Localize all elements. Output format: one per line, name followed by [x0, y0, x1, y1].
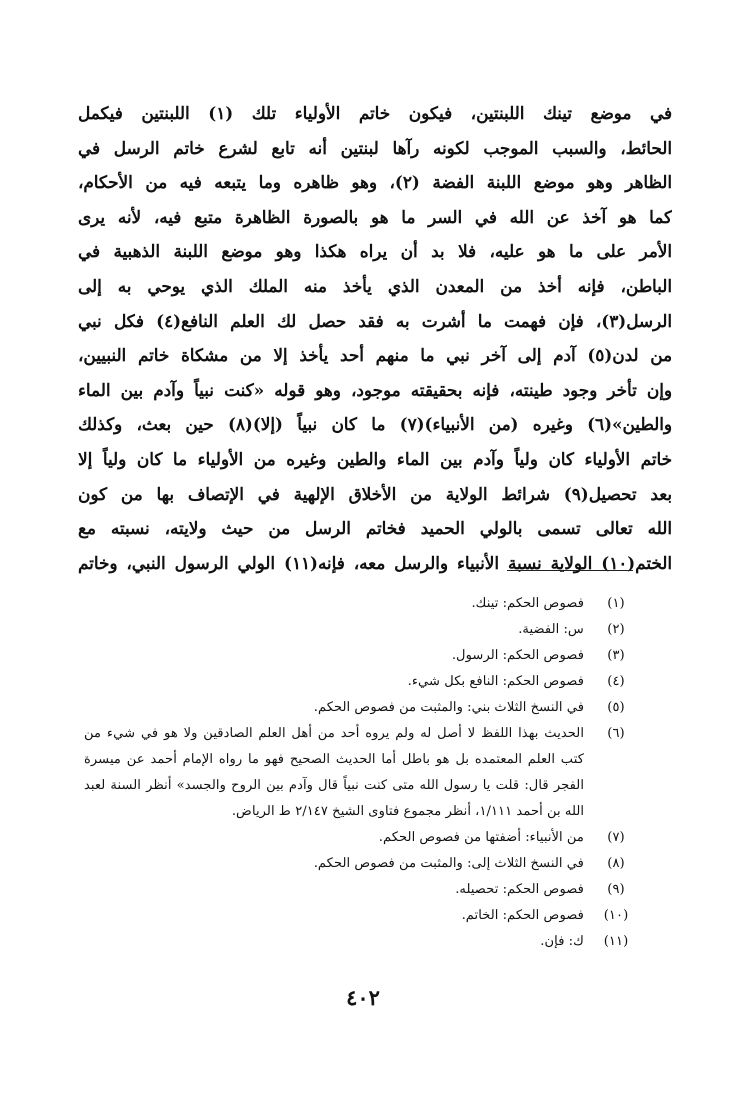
footnote-text: فصوص الحكم: تحصيله. [455, 882, 584, 897]
footnote-number: (٤) [607, 674, 625, 689]
footnote [84, 929, 636, 955]
footnote-text: من الأنبياء: أضفتها من فصوص الحكم. [378, 830, 584, 845]
footnote-text: س: الفضية. [518, 622, 584, 637]
footnote-number: (١١) [603, 934, 629, 949]
footnote [84, 669, 636, 695]
footnote [84, 617, 636, 643]
footnote-text: فصوص الحكم: الرسول. [451, 648, 584, 663]
footnote [84, 591, 636, 617]
text-line: الأمر على ما هو عليه، فلا بد أن يراه هكذا وهو موضع اللبنة الذهبية في [78, 241, 672, 262]
page-number: ٤٠٢ [346, 985, 380, 1010]
footnote-number: (٨) [607, 856, 625, 871]
footnote [84, 643, 636, 669]
text-line: والطين»(٦) وغيره (من الأنبياء)(٧) ما كان نبياً (إلا)(٨) حين بعث، وكذلك [78, 414, 672, 435]
text-line: الظاهر وهو موضع اللبنة الفضة (٢)، وهو ظاهره وما يتبعه فيه من الأحكام، [78, 172, 672, 193]
text-line: الختم(١٠) الولاية نسبة الأنبياء والرسل معه، فإنه(١١) الولي الرسول النبي، وخاتم [78, 552, 672, 573]
text-line: الحائط، والسبب الموجب لكونه رآها لبنتين أنه تابع لشرع خاتم الرسل في [78, 137, 672, 158]
text-line: الباطن، فإنه أخذ من المعدن الذي يأخذ منه الملك الذي يوحي به إلى [78, 275, 672, 296]
footnote-text: الحديث بهذا اللفظ لا أصل له ولم يروه أحد من أهل العلم الصادقين ولا هو في شيء من كتب العلم المعتمده بل هو باطل أما الحديث الصحيح فهو ما رواه الإمام أحمد عن ميسرة الفجر قال: قلت يا رسول الله متى كنت نبياً قال وآدم بين الروح والجسد» أنظر السنة لعبد الله بن أحمد ١/١١١، أنظر مجموع فتاوى الشيخ ٢/١٤٧ ط الرياض. [84, 726, 584, 819]
footnote-text: فصوص الحكم: تينك. [471, 596, 584, 611]
text-line: بعد تحصيل(٩) شرائط الولاية من الأخلاق الإلهية في الإتصاف بها من كون [78, 483, 672, 504]
text-line: الله تعالى تسمى بالولي الحميد فخاتم الرسل من حيث ولايته، نسبته مع [78, 518, 672, 539]
footnote [84, 903, 636, 929]
footnote-separator [507, 570, 633, 571]
main-text [78, 96, 672, 580]
footnote-number: (٢) [607, 622, 625, 637]
footnote-text: ك: فإن. [540, 934, 584, 949]
text-line: وإن تأخر وجود طينته، فإنه بحقيقته موجود، وهو قوله «كنت نبياً وآدم بين الماء [78, 379, 672, 400]
text-line: في موضع تينك اللبنتين، فيكون خاتم الأولياء تلك (١) اللبنتين فيكمل [78, 103, 672, 123]
text-line: من لدن(٥) آدم إلى آخر نبي ما منهم أحد يأخذ إلا من مشكاة خاتم النبيين، [78, 345, 672, 366]
footnote [84, 851, 636, 877]
footnote [84, 695, 636, 721]
footnote-number: (٥) [607, 700, 625, 715]
footnote [84, 825, 636, 851]
footnote-text: فصوص الحكم: النافع بكل شيء. [407, 674, 584, 689]
footnote-text: فصوص الحكم: الخاتم. [461, 908, 584, 923]
text-line: خاتم الأولياء كان ولياً وآدم بين الماء والطين وغيره من الأولياء ما كان ولياً إلا [78, 448, 672, 469]
text-line: الرسل(٣)، فإن فهمت ما أشرت به فقد حصل لك العلم النافع(٤) فكل نبي [78, 310, 672, 331]
footnote-text: في النسخ الثلاث بني: والمثبت من فصوص الحكم. [313, 700, 584, 715]
footnote-number: (٦) [607, 726, 625, 741]
text-line: كما هو آخذ عن الله في السر ما هو بالصورة الظاهرة متبع فيه، لأنه يرى [78, 206, 672, 227]
footnote-number: (١) [607, 596, 625, 611]
footnote [84, 877, 636, 903]
footnote-number: (٧) [607, 830, 625, 845]
footnote-number: (٣) [607, 648, 625, 663]
footnote-number: (١٠) [603, 908, 629, 923]
footnote-text: في النسخ الثلاث إلى: والمثبت من فصوص الحكم. [313, 856, 584, 871]
footnotes [84, 591, 636, 955]
footnote [84, 721, 636, 825]
footnote-number: (٩) [607, 882, 625, 897]
